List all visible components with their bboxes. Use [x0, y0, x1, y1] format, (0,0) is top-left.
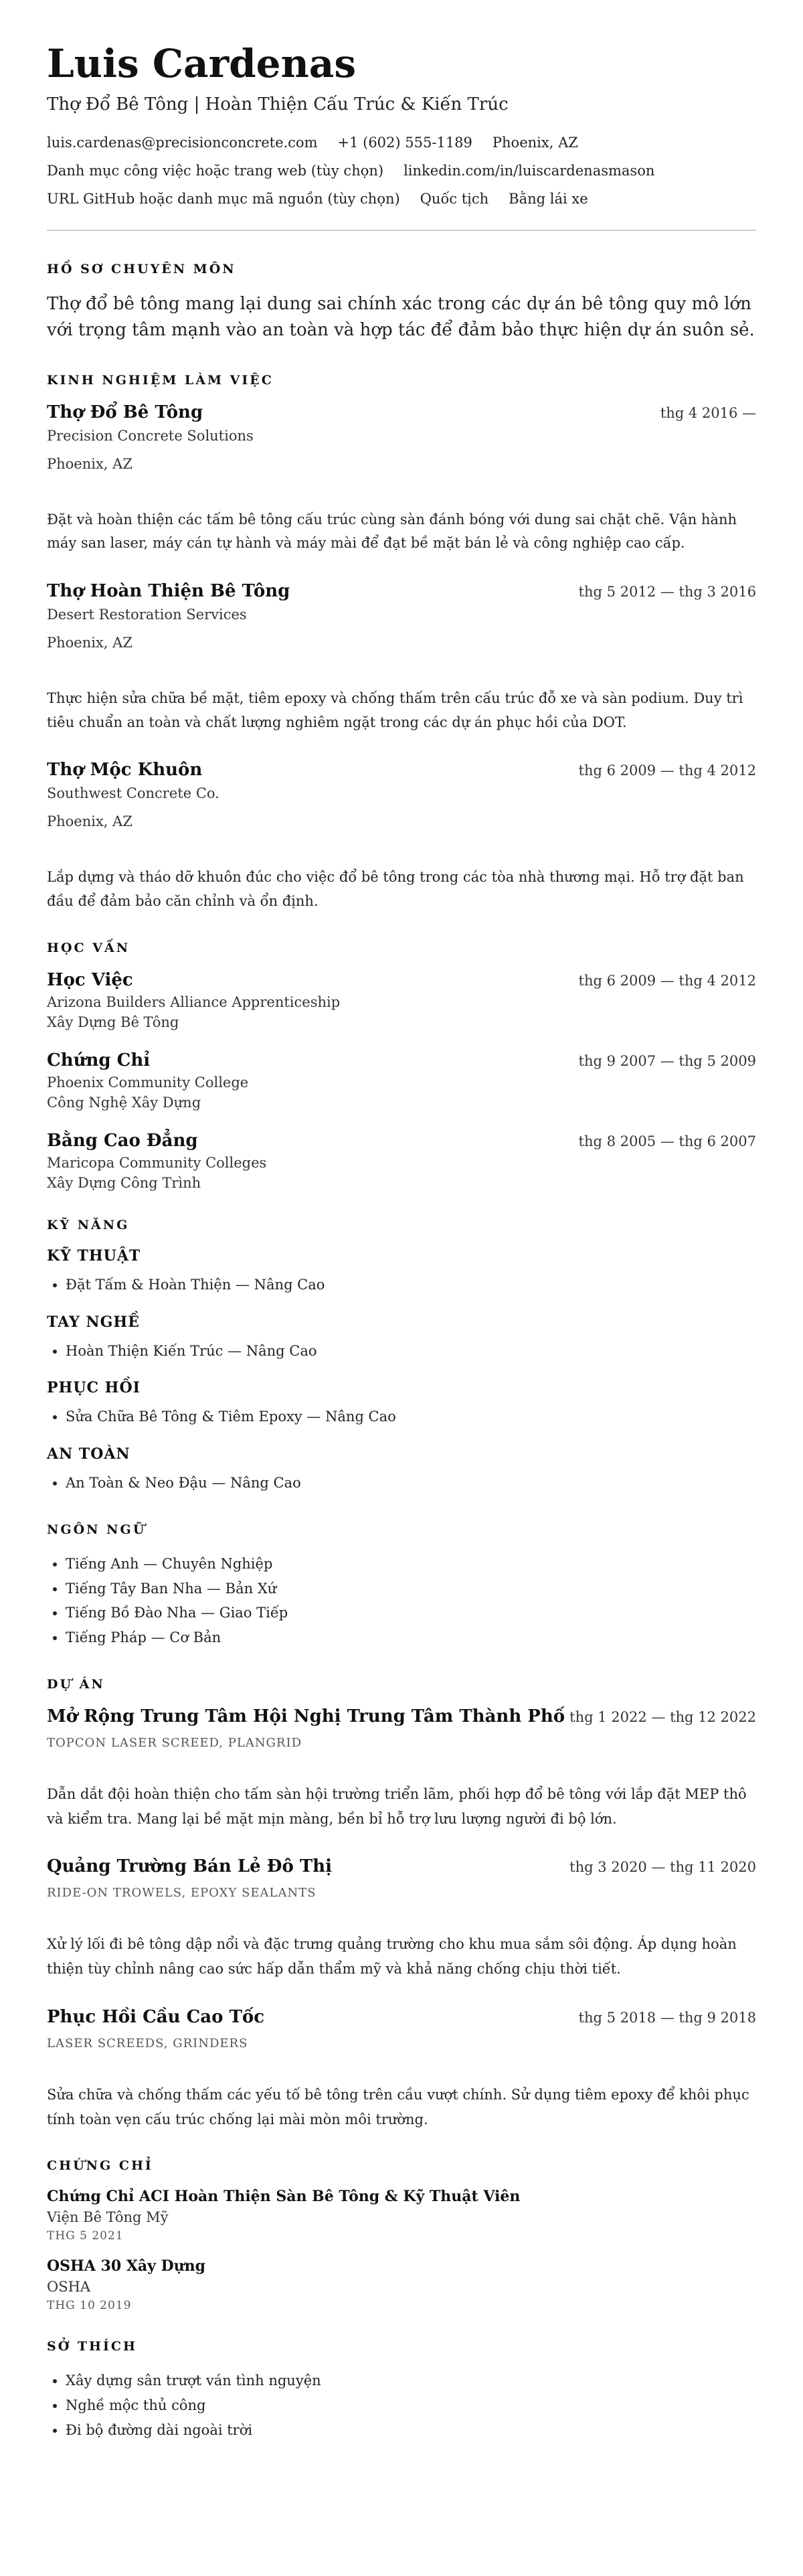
skill-list [47, 1339, 756, 1364]
degree-title: Chứng Chỉ [47, 1050, 151, 1070]
education-dates: thg 9 2007 — thg 5 2009 [578, 1052, 756, 1069]
skill-item: • An Toàn & Neo Đậu — Nâng Cao [66, 1471, 756, 1496]
experience-entry [47, 581, 756, 734]
job-location: Phoenix, AZ [47, 455, 132, 472]
certification-entry [47, 2257, 756, 2312]
location: Phoenix, AZ [492, 134, 578, 151]
candidate-name: Luis Cardenas [47, 41, 356, 86]
certification-entry [47, 2188, 756, 2243]
language-item: • Tiếng Pháp — Cơ Bản [66, 1625, 756, 1650]
github-link[interactable]: URL GitHub hoặc danh mục mã nguồn (tùy chọn) [47, 190, 400, 207]
languages-section [47, 1522, 756, 1650]
company-name: Precision Concrete Solutions [47, 427, 254, 444]
skills-section [47, 1218, 756, 1496]
portfolio-link[interactable]: Danh mục công việc hoặc trang web (tùy chọn) [47, 162, 384, 179]
certification-issuer: OSHA [47, 2279, 91, 2296]
drivers-license: Bằng lái xe [509, 190, 588, 207]
section-title-languages: NGÔN NGỮ [47, 1522, 147, 1537]
project-dates: thg 5 2018 — thg 9 2018 [578, 2009, 756, 2026]
profile-summary: Thợ đổ bê tông mang lại dung sai chính xác trong các dự án bê tông quy mô lớn với trọng tâm mạnh vào an toàn và hợp tác để đảm bảo thực hiện dự án suôn sẻ. [47, 293, 755, 340]
job-description: Đặt và hoàn thiện các tấm bê tông cấu trúc cùng sàn đánh bóng với dung sai chặt chẽ. Vận hành máy san laser, máy cán tự hành và máy mài để đạt bề mặt bán lẻ và công nghiệp cao cấp. [47, 511, 737, 552]
language-list [47, 1552, 756, 1650]
certification-date: THG 10 2019 [47, 2299, 132, 2313]
education-section [47, 941, 756, 1191]
job-description: Thực hiện sửa chữa bề mặt, tiêm epoxy và chống thấm trên cấu trúc đỗ xe và sàn podium. Duy trì tiêu chuẩn an toàn và chất lượng nghiêm ngặt trong các dự án phục hồi của DOT. [47, 690, 743, 730]
job-title: Thợ Đổ Bê Tông [47, 402, 203, 422]
degree-title: Bằng Cao Đẳng [47, 1130, 198, 1151]
profile-section [47, 262, 756, 343]
project-tools: TOPCON LASER SCREED, PLANGRID [47, 1735, 302, 1750]
email-link[interactable]: luis.cardenas@precisionconcrete.com [47, 134, 318, 151]
job-title: Thợ Mộc Khuôn [47, 760, 203, 781]
project-dates: thg 1 2022 — thg 12 2022 [569, 1708, 756, 1725]
project-tools: RIDE-ON TROWELS, EPOXY SEALANTS [47, 1886, 317, 1901]
skill-category: PHỤC HỒI [47, 1379, 141, 1397]
section-title-skills: KỸ NĂNG [47, 1217, 130, 1232]
interests-section [47, 2339, 756, 2442]
project-entry [47, 1856, 756, 1982]
nationality: Quốc tịch [420, 190, 489, 207]
skill-item: • Đặt Tấm & Hoàn Thiện — Nâng Cao [66, 1273, 756, 1297]
resume-header [47, 42, 756, 207]
project-name: Quảng Trường Bán Lẻ Đô Thị [47, 1856, 332, 1877]
skill-category: KỸ THUẬT [47, 1246, 141, 1265]
project-entry [47, 1706, 756, 1832]
job-description: Lắp dựng và tháo dỡ khuôn đúc cho việc đổ bê tông trong các tòa nhà thương mại. Hỗ trợ đặt ban đầu để đảm bảo căn chỉnh và ổn định. [47, 869, 744, 910]
education-entry [47, 1050, 756, 1111]
project-tools: LASER SCREEDS, GRINDERS [47, 2036, 248, 2050]
field-of-study: Xây Dựng Bê Tông [47, 1014, 179, 1030]
school-name: Phoenix Community College [47, 1074, 249, 1091]
project-dates: thg 3 2020 — thg 11 2020 [569, 1859, 756, 1876]
project-name: Phục Hồi Cầu Cao Tốc [47, 2006, 265, 2027]
section-title-education: HỌC VẤN [47, 940, 130, 955]
section-title-profile: HỒ SƠ CHUYÊN MÔN [47, 261, 236, 276]
skill-item: • Hoàn Thiện Kiến Trúc — Nâng Cao [66, 1339, 756, 1364]
job-title: Thợ Hoàn Thiện Bê Tông [47, 581, 290, 602]
candidate-title: Thợ Đổ Bê Tông | Hoàn Thiện Cấu Trúc & Kiến Trúc [47, 94, 509, 114]
language-item: • Tiếng Bồ Đào Nha — Giao Tiếp [66, 1601, 756, 1625]
section-title-interests: SỞ THÍCH [47, 2339, 137, 2354]
section-title-experience: KINH NGHIỆM LÀM VIỆC [47, 372, 274, 388]
company-name: Desert Restoration Services [47, 607, 247, 623]
contact-row-1 [47, 135, 756, 151]
experience-entry [47, 402, 756, 556]
contact-row-3 [47, 191, 756, 207]
education-dates: thg 6 2009 — thg 4 2012 [578, 972, 756, 989]
project-entry [47, 2007, 756, 2132]
certification-name: Chứng Chỉ ACI Hoàn Thiện Sàn Bê Tông & Kỹ Thuật Viên [47, 2188, 521, 2206]
interest-item: • Xây dựng sân trượt ván tình nguyện [66, 2368, 756, 2393]
language-item: • Tiếng Tây Ban Nha — Bản Xứ [66, 1577, 756, 1601]
job-dates: thg 5 2012 — thg 3 2016 [578, 584, 756, 600]
skill-category: AN TOÀN [47, 1445, 130, 1463]
project-description: Dẫn dắt đội hoàn thiện cho tấm sàn hội trường triển lãm, phối hợp đổ bê tông với lắp đặt MEP thô và kiểm tra. Mang lại bề mặt mịn màng, bền bỉ hỗ trợ lưu lượng người đi bộ lớn. [47, 1785, 747, 1827]
job-location: Phoenix, AZ [47, 813, 132, 830]
project-description: Sửa chữa và chống thấm các yếu tố bê tông trên cầu vượt chính. Sử dụng tiêm epoxy để khôi phục tính toàn vẹn cấu trúc chống lại mài mòn môi trường. [47, 2086, 749, 2127]
skill-category: TAY NGHỀ [47, 1313, 140, 1331]
certification-issuer: Viện Bê Tông Mỹ [47, 2209, 169, 2226]
section-title-certifications: CHỨNG CHỈ [47, 2158, 153, 2174]
school-name: Maricopa Community Colleges [47, 1154, 267, 1171]
field-of-study: Công Nghệ Xây Dựng [47, 1094, 201, 1111]
skill-list [47, 1273, 756, 1297]
projects-section [47, 1677, 756, 2132]
section-title-projects: DỰ ÁN [47, 1676, 105, 1692]
certification-name: OSHA 30 Xây Dựng [47, 2257, 206, 2275]
header-divider [47, 230, 756, 231]
education-entry [47, 970, 756, 1030]
skill-item: • Sửa Chữa Bê Tông & Tiêm Epoxy — Nâng Cao [66, 1404, 756, 1429]
project-name: Mở Rộng Trung Tâm Hội Nghị Trung Tâm Thành Phố [47, 1706, 565, 1726]
language-item: • Tiếng Anh — Chuyên Nghiệp [66, 1552, 756, 1577]
experience-section [47, 373, 756, 914]
skill-list [47, 1404, 756, 1429]
interest-item: • Đi bộ đường dài ngoài trời [66, 2418, 756, 2443]
job-dates: thg 6 2009 — thg 4 2012 [578, 762, 756, 779]
skill-list [47, 1471, 756, 1496]
experience-entry [47, 760, 756, 913]
interest-item: • Nghề mộc thủ công [66, 2393, 756, 2418]
interest-list [47, 2368, 756, 2442]
certification-date: THG 5 2021 [47, 2229, 124, 2243]
project-description: Xử lý lối đi bê tông dập nổi và đặc trưng quảng trường cho khu mua sắm sôi động. Áp dụng hoàn thiện tùy chỉnh nâng cao sức hấp dẫn thẩm mỹ và khả năng chống chịu thời tiết. [47, 1936, 737, 1978]
education-entry [47, 1131, 756, 1191]
certifications-section [47, 2158, 756, 2312]
phone-number[interactable]: +1 (602) 555-1189 [337, 134, 472, 151]
school-name: Arizona Builders Alliance Apprenticeship [47, 993, 341, 1010]
degree-title: Học Việc [47, 969, 133, 990]
linkedin-link[interactable]: linkedin.com/in/luiscardenasmason [404, 162, 655, 179]
job-location: Phoenix, AZ [47, 635, 132, 651]
contact-row-2 [47, 163, 756, 179]
job-dates: thg 4 2016 — [660, 404, 756, 421]
education-dates: thg 8 2005 — thg 6 2007 [578, 1133, 756, 1149]
company-name: Southwest Concrete Co. [47, 785, 219, 802]
field-of-study: Xây Dựng Công Trình [47, 1174, 201, 1191]
